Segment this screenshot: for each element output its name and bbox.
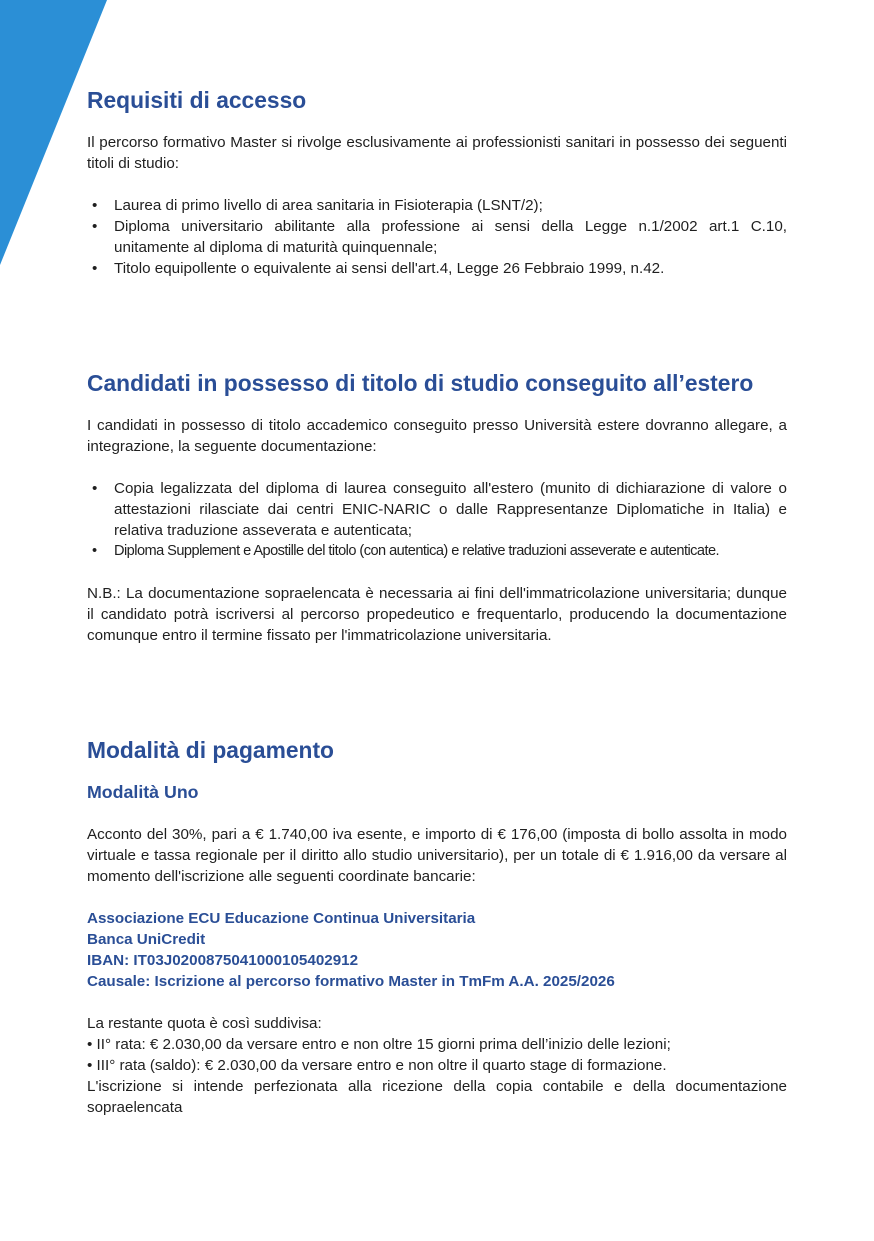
rate-2: • II° rata: € 2.030,00 da versare entro e non oltre 15 giorni prima dell’inizio delle lezioni; — [87, 1036, 671, 1053]
bullet-icon: • — [92, 218, 98, 235]
rest-intro: La restante quota è così suddivisa: — [87, 1015, 322, 1032]
estero-note: N.B.: La documentazione sopraelencata è necessaria ai fini dell'immatricolazione universitaria; dunque il candidato potrà iscriversi al percorso propedeutico e frequentarlo, producendo la documentazione comunque entro il termine fissato per l'immatricolazione universitaria. — [87, 585, 787, 644]
heading-modalita-uno: Modalità Uno — [87, 782, 199, 802]
document-body — [87, 87, 787, 1118]
list-item: • Copia legalizzata del diploma di laurea conseguito all'estero (munito di dichiarazione di valore o attestazioni rilasciate dai centri ENIC-NARIC o dalle Rappresentanze Diplomatiche in Italia) e relativa traduzione asseverata e autenticata; — [92, 480, 787, 539]
bank-name: Banca UniCredit — [87, 931, 206, 948]
bullet-icon: • — [92, 260, 98, 277]
requisiti-list — [87, 195, 787, 279]
list-item: • Diploma universitario abilitante alla professione ai sensi della Legge n.1/2002 art.1 C.10, unitamente al diploma di maturità quinquennale; — [92, 218, 787, 256]
bank-details — [87, 908, 787, 992]
section-pagamento — [87, 737, 787, 1118]
list-item: • Laurea di primo livello di area sanitaria in Fisioterapia (LSNT/2); — [92, 197, 543, 214]
heading-pagamento: Modalità di pagamento — [87, 737, 334, 763]
heading-requisiti: Requisiti di accesso — [87, 87, 307, 113]
estero-list — [87, 478, 787, 562]
section-estero — [87, 370, 787, 646]
list-item: • Titolo equipollente o equivalente ai sensi dell'art.4, Legge 26 Febbraio 1999, n.42. — [92, 260, 665, 277]
bank-beneficiary: Associazione ECU Educazione Continua Universitaria — [87, 910, 476, 927]
acconto-text: Acconto del 30%, pari a € 1.740,00 iva esente, e importo di € 176,00 (imposta di bollo assolta in modo virtuale e tassa regionale per il diritto allo studio universitario), per un totale di € 1.916,00 da versare al momento dell'iscrizione alle seguenti coordinate bancarie: — [87, 826, 787, 885]
heading-estero: Candidati in possesso di titolo di studio conseguito all’estero — [87, 370, 754, 396]
bullet-icon: • — [92, 480, 98, 497]
closing-text: L'iscrizione si intende perfezionata alla ricezione della copia contabile e della documentazione sopraelencata — [87, 1078, 787, 1116]
bullet-icon: • — [92, 197, 98, 214]
bank-iban: IBAN: IT03J0200875041000105402912 — [87, 952, 359, 969]
estero-intro: I candidati in possesso di titolo accademico conseguito presso Università estere dovranno allegare, a integrazione, la seguente documentazione: — [87, 417, 787, 455]
rate-3: • III° rata (saldo): € 2.030,00 da versare entro e non oltre il quarto stage di formazione. — [87, 1057, 667, 1074]
section-requisiti — [87, 87, 787, 279]
list-item: • Diploma Supplement e Apostille del titolo (con autentica) e relative traduzioni asseverate e autenticate. — [87, 541, 787, 562]
requisiti-intro: Il percorso formativo Master si rivolge esclusivamente ai professionisti sanitari in possesso dei seguenti titoli di studio: — [87, 134, 787, 172]
bank-causale: Causale: Iscrizione al percorso formativo Master in TmFm A.A. 2025/2026 — [87, 973, 615, 990]
bullet-icon: • — [92, 543, 97, 559]
